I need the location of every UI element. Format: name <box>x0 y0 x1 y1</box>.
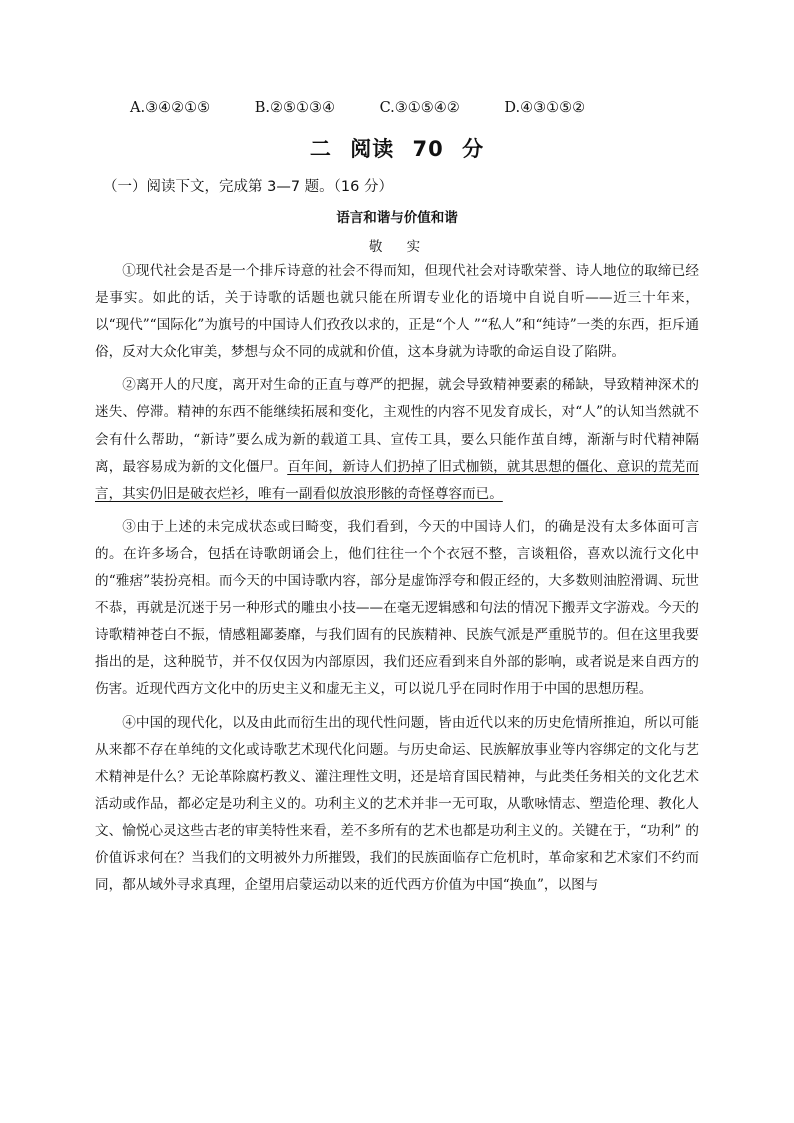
option-b: B.②⑤①③④ <box>254 100 335 116</box>
paragraph-2 <box>95 372 699 507</box>
option-a: A.③④②①⑤ <box>130 100 211 116</box>
paragraph-2-text: ②离开人的尺度，离开对生命的正直与尊严的把握，就会导致精神要素的稀缺，导致精神深术的迷失、停滞。精神的东西不能继续拓展和变化，主观性的内容不见发育成长，对“人”的认知当然就不会有什么帮助，“新诗”要么成为新的载道工具、宣传工具，要么只能作茧自缚，渐渐与时代精神隔离，最容易成为新的文化僵尸。 <box>95 377 699 475</box>
article-author: 敬 实 <box>368 239 431 255</box>
section-title: 二 阅读 70 分 <box>309 137 485 161</box>
paragraph-1: ①现代社会是否是一个排斥诗意的社会不得而知，但现代社会对诗歌荣誉、诗人地位的取缔已经是事实。如此的话，关于诗歌的话题也就只能在所谓专业化的语境中自说自听——近三十年来，以“现代”“国际化”为旗号的中国诗人们孜孜以求的，正是“个人 ”“私人”和“纯诗”一类的东西，拒斥通俗，反对大众化审美，梦想与众不同的成就和价值，这本身就为诗歌的命运自设了陷阱。 <box>95 263 699 361</box>
underlined-sentence: 百年间，新诗人们扔掉了旧式枷锁，就其思想的僵化、意识的荒芜而言，其实仍旧是破衣烂衫，唯有一副看似放浪形骸的奇怪尊容而已。 <box>95 458 700 502</box>
article-title: 语言和谐与价值和谐 <box>336 210 458 226</box>
paragraph-4: ④中国的现代化，以及由此而衍生出的现代性问题，皆由近代以来的历史危情所推迫，所以可能从来都不存在单纯的文化或诗歌艺术现代化问题。与历史命运、民族解放事业等内容绑定的文化与艺术精神是什么？无论革除腐朽教义、灌注理性文明，还是培育国民精神，与此类任务相关的文化艺术活动或作品，都必定是功利主义的。功利主义的艺术并非一无可取，从歌咏情志、塑造伦理、教化人文、愉悦心灵这些古老的审美特性来看，差不多所有的艺术也都是功利主义的。关键在于，“功利” 的价值诉求何在？当我们的文明被外力所摧毁，我们的民族面临存亡危机时，革命家和艺术家们不约而同，都从域外寻求真理，企望用启蒙运动以来的近代西方价值为中国“换血”，以图与 <box>95 714 699 894</box>
option-c: C.③①⑤④② <box>379 100 460 116</box>
paragraph-3: ③由于上述的未完成状态或曰畸变，我们看到，今天的中国诗人们，的确是没有太多体面可言的。在许多场合，包括在诗歌朗诵会上，他们往往一个个衣冠不整，言谈粗俗，喜欢以流行文化中的“雅痞”装扮亮相。而今天的中国诗歌内容，部分是虚饰浮夸和假正经的，大多数则油腔滑调、玩世不恭，再就是沉迷于另一种形式的雕虫小技——在毫无逻辑感和句法的情况下搬弄文字游戏。今天的诗歌精神苍白不振，情感粗鄙萎靡，与我们固有的民族精神、民族气派是严重脱节的。但在这里我要指出的是，这种脱节，并不仅仅因为内部原因，我们还应看到来自外部的影响，或者说是来自西方的伤害。近现代西方文化中的历史主义和虚无主义，可以说几乎在同时作用于中国的思想历程。 <box>95 518 699 698</box>
answer-options <box>130 100 625 116</box>
option-d: D.④③①⑤② <box>504 100 586 116</box>
article-body <box>95 258 699 905</box>
reading-instruction: （一）阅读下文，完成第 3—7 题。（16 分） <box>103 179 393 195</box>
